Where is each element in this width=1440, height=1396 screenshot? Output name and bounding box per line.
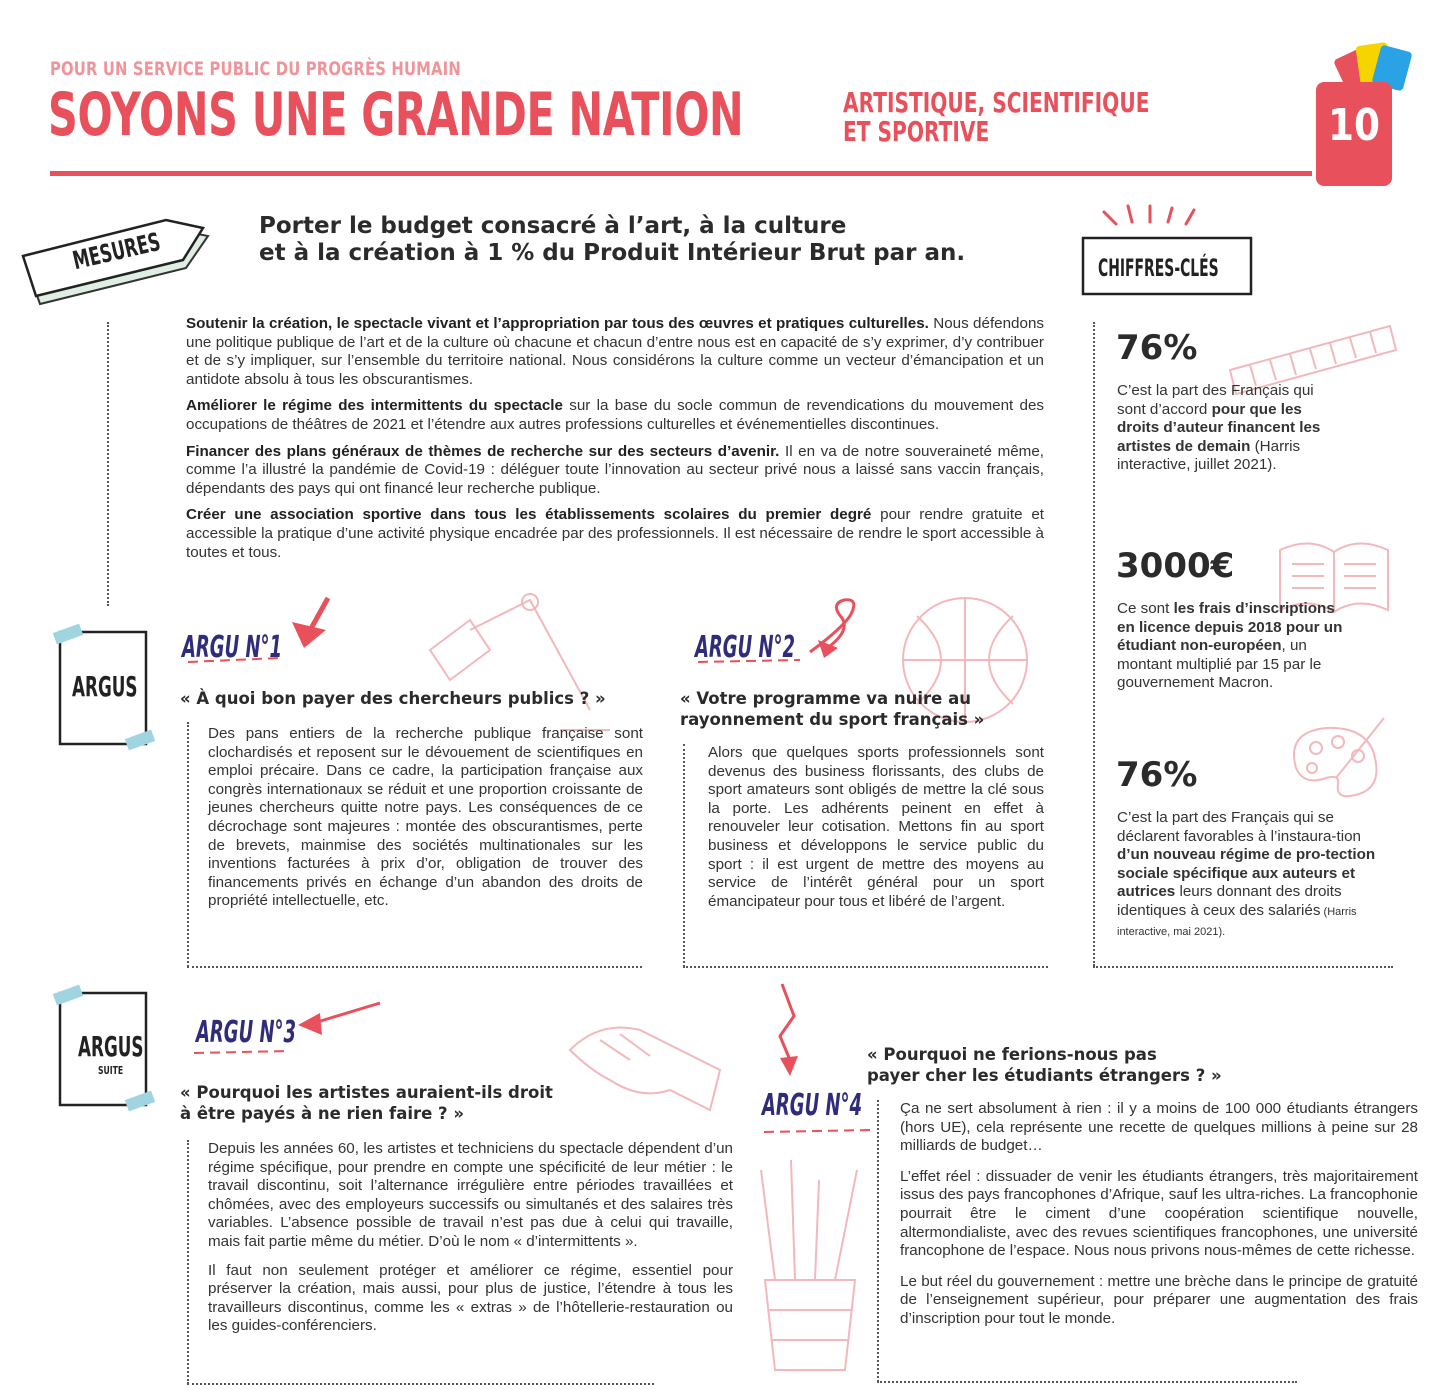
argus-label: ARGUS <box>72 670 138 703</box>
argu-3-para: Il faut non seulement protéger et améliorer ce régime, essentiel pour préserver la création, mais aussi, pour plus de justice, l’étendre à tous les travailleurs discontinus, comme les « extras » de l’hôtellerie-restauration ou les guides-conférenciers. <box>208 1261 733 1335</box>
argu-2-para: Alors que quelques sports professionnels sont devenus des business florissants, des clubs de sport amateurs sont obligés de mettre la clé sous la porte. Les adhérents peinent en effet à renouveler leur cotisation. Mettons fin au sport business et développons le service public du sport : il est urgent de mettre des moyens au service de l’intérêt général pour un sport émancipateur pour tous et libéré de l’argent. <box>708 744 1044 910</box>
argu-3-text <box>208 1140 733 1336</box>
argu-1-dotted-line <box>187 722 189 967</box>
palette-icon <box>1276 708 1396 818</box>
kicker: POUR UN SERVICE PUBLIC DU PROGRÈS HUMAIN <box>50 58 461 80</box>
argu-2-label: ARGU N°2 <box>695 630 796 665</box>
argu-4-question-line-2: payer cher les étudiants étrangers ? » <box>867 1066 1222 1085</box>
chiffres-sign-icon <box>1080 202 1260 302</box>
chiffres-bottom-line <box>1093 966 1393 968</box>
mesure-item: Financer des plans généraux de thèmes de recherche sur des secteurs d’avenir. Il en va de notre souveraineté même, comme l’a illustré la pandémie de Covid-19 : déléguer toute l’innovation au secteur privé nous a laissé sans vaccin français, dépendants des pays qui ont financé leur recherche publique. <box>186 442 1044 497</box>
argu-1-bottom-line <box>187 966 642 968</box>
argu-4-para: Le but réel du gouvernement : mettre une brèche dans le principe de gratuité de l’enseignement supérieur, pour préparer une augmentation des frais d’inscription pour tout le monde. <box>900 1272 1418 1327</box>
argu-4-para: Ça ne sert absolument à rien : il y a moins de 100 000 étudiants étrangers (hors UE), cela représente une recette de quelques millions à peine sur 28 milliards de budget… <box>900 1100 1418 1155</box>
argu-2-bottom-line <box>683 966 1048 968</box>
headline-line-1: Porter le budget consacré à l’art, à la culture <box>259 213 847 239</box>
argu-4-dotted-line <box>877 1100 879 1382</box>
argu-3-question-line-1: « Pourquoi les artistes auraient-ils droit <box>180 1083 553 1102</box>
chiffres-label: CHIFFRES-CLÉS <box>1098 254 1219 282</box>
argu-2-dotted-line <box>683 744 685 967</box>
argu-4-para: L’effet réel : dissuader de venir les étudiants étrangers, très majoritairement issus des pays francophones d’Afrique, sauf les ultra-riches. La francophonie pourrait être le ciment d’une coopération scientifique nouvelle, altermondialiste, avec des revues scientifiques francophones, une université francophone de l’espace. Nous nous privons nous-mêmes de cette richesse. <box>900 1167 1418 1260</box>
stat-value-3: 76% <box>1116 755 1198 795</box>
chiffres-dotted-line <box>1093 322 1095 966</box>
hand-icon <box>560 1010 730 1120</box>
argu-3-question <box>180 1082 553 1124</box>
argu-4-question-line-1: « Pourquoi ne ferions-nous pas <box>867 1045 1157 1064</box>
mesures-label: MESURES <box>70 227 164 276</box>
argu-3-question-line-2: à être payés à ne rien faire ? » <box>180 1104 465 1123</box>
page-subtitle <box>843 88 1149 146</box>
mesure-item: Soutenir la création, le spectacle vivant et l’appropriation par tous des œuvres et pratiques culturelles. Nous défendons une politique publique de l’art et de la culture où chacune et chacun d’entre nous est en capacité de s’y exprimer, d’y contribuer et de s’y impliquer, sur l’ensemble du territoire national. Nous considérons la culture comme un vecteur d’émancipation et un antidote absolu à tous les obscurantismes. <box>186 315 1044 388</box>
page-title: SOYONS UNE GRANDE NATION <box>48 80 744 150</box>
stat-value-1: 76% <box>1116 328 1198 368</box>
argu-2-question-line-1: « Votre programme va nuire au <box>680 689 971 708</box>
argus-suite-label: ARGUS <box>78 1030 144 1063</box>
argu-3-bottom-line <box>187 1383 654 1385</box>
argu-1-question: « À quoi bon payer des chercheurs publics ? » <box>180 689 606 708</box>
argu-2-question-line-2: rayonnement du sport français » <box>680 710 985 729</box>
subtitle-line-1: ARTISTIQUE, SCIENTIFIQUE <box>843 86 1150 119</box>
headline <box>259 213 1019 267</box>
stat-text-3: C’est la part des Français qui se déclarent favorables à l’instaura-tion d’un nouveau régime de pro-tection sociale spécifique aux auteurs et autrices leurs donnant des droits identiques à ceux des salariés (Harris interactive, mai 2021). <box>1117 809 1376 938</box>
argu-1-arrow-icon <box>180 590 350 670</box>
argus-suite-sublabel: SUITE <box>98 1064 124 1077</box>
header-rule <box>50 171 1312 176</box>
zigzag-arrow-icon <box>768 980 808 1080</box>
argu-3-dotted-line <box>187 1140 189 1384</box>
argu-3-arrow-icon <box>190 995 390 1060</box>
argu-2-arrow-icon <box>690 590 880 670</box>
argu-2-text <box>708 744 1044 911</box>
headline-line-2: et à la création à 1 % du Produit Intérieur Brut par an. <box>259 240 966 266</box>
argu-3-label: ARGU N°3 <box>196 1015 297 1050</box>
argu-4-text <box>900 1100 1418 1329</box>
stat-text-2: Ce sont les frais d’inscriptions en licence depuis 2018 pour un étudiant non-européen, un montant multiplié par 15 par le gouvernement Macron. <box>1117 600 1343 692</box>
argu-4-underline-icon <box>760 1120 880 1140</box>
mesure-item: Améliorer le régime des intermittents du spectacle sur la base du socle commun de revendications du mouvement des occupations de théâtres de 2021 et l’étendre aux autres professions culturelles et événementielles discontinues. <box>186 397 1044 433</box>
argu-3-para: Depuis les années 60, les artistes et techniciens du spectacle dépendent d’un régime spécifique, pour prendre en compte une spécificité de leur métier : le travail discontinu, soit l’alternance irrégulière entre périodes travaillées et chômées, avec des employeurs successifs ou simultanés et des salaires très variables. L’absence possible de travail n’est pas due à celui qui travaille, mais fait partie même du métier. D’où le nom « d’intermittents ». <box>208 1140 733 1250</box>
argu-1-para: Des pans entiers de la recherche publique française sont clochardisés et reposent sur le dévouement de scientifiques en emploi précaire. Dans ce cadre, la participation française aux congrès internationaux se réduit et une proportion croissante de jeunes chercheurs quitte notre pays. Les conséquences de ce décrochage sont majeures : montée des obscurantismes, perte de brevets, mainmise des sociétés multinationales sur les inventions facturées à prix d’or, obligation de trouver des financements privés en échange d’un abandon des droits de propriété intellectuelle, etc. <box>208 725 643 910</box>
mesure-item: Créer une association sportive dans tous les établissements scolaires du premier degré pour rendre gratuite et accessible la pratique d’une activité physique encadrée par des professionnels. Il est nécessaire de rendre le sport accessible à toutes et tous. <box>186 506 1044 561</box>
argu-1-label: ARGU N°1 <box>182 630 283 665</box>
stat-value-2: 3000€ <box>1116 546 1235 586</box>
argu-1-text <box>208 725 643 911</box>
chapter-number: 10 <box>1327 100 1381 151</box>
mesures-list <box>186 315 1044 562</box>
subtitle-line-2: ET SPORTIVE <box>843 115 990 148</box>
argu-4-question <box>867 1044 1222 1086</box>
stat-text-1: C’est la part des Français qui sont d’accord pour que les droits d’auteur financent les artistes de demain (Harris interactive, juillet 2021). <box>1117 382 1321 474</box>
argu-4-bottom-line <box>877 1381 1297 1383</box>
mesures-dotted-line <box>107 322 109 606</box>
argu-2-question <box>680 688 984 730</box>
argu-4-label: ARGU N°4 <box>762 1088 863 1123</box>
pencil-cup-icon <box>745 1150 875 1380</box>
